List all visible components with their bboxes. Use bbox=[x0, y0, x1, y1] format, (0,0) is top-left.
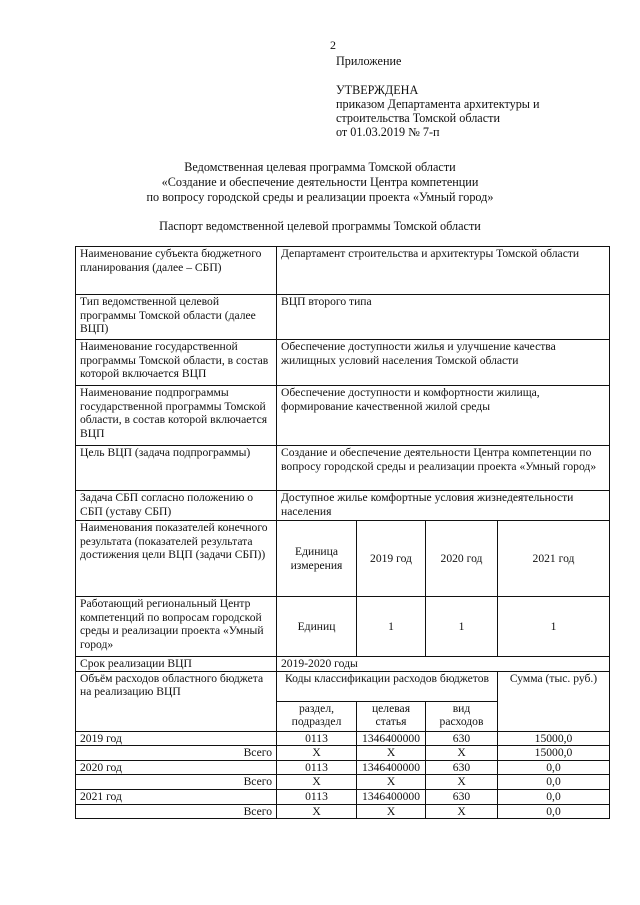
passport-table bbox=[75, 246, 610, 819]
budget-total-type: X bbox=[426, 775, 498, 790]
program-title-line-2: «Создание и обеспечение деятельности Центра компетенции bbox=[161, 175, 479, 189]
budget-total-section: X bbox=[277, 746, 357, 761]
indicator-value-2020: 1 bbox=[426, 597, 498, 657]
budget-total-type: X bbox=[426, 804, 498, 819]
table-row bbox=[76, 491, 610, 521]
budget-total-sum: 15000,0 bbox=[498, 746, 610, 761]
budget-total-label: Всего bbox=[76, 775, 277, 790]
budget-section: 0113 bbox=[277, 789, 357, 804]
row-value: Обеспечение доступности жилья и улучшение качества жилищных условий населения Томской области bbox=[277, 340, 610, 386]
budget-total-sum: 0,0 bbox=[498, 804, 610, 819]
year-header-2020: 2020 год bbox=[426, 521, 498, 597]
budget-year: 2019 год bbox=[76, 731, 277, 746]
col-section-header: раздел, подраздел bbox=[277, 701, 357, 731]
budget-total-article: X bbox=[357, 775, 426, 790]
order-line-3: от 01.03.2019 № 7-п bbox=[336, 125, 440, 139]
table-row bbox=[76, 446, 610, 491]
year-header-2021: 2021 год bbox=[498, 521, 610, 597]
indicator-value-2021: 1 bbox=[498, 597, 610, 657]
budget-total-label: Всего bbox=[76, 746, 277, 761]
budget-article: 1346400000 bbox=[357, 789, 426, 804]
row-label: Наименование субъекта бюджетного планирования (далее – СБП) bbox=[76, 247, 277, 295]
budget-section: 0113 bbox=[277, 760, 357, 775]
sum-header: Сумма (тыс. руб.) bbox=[498, 671, 610, 731]
budget-type: 630 bbox=[426, 760, 498, 775]
row-value: Обеспечение доступности и комфортности жилища, формирование качественной жилой среды bbox=[277, 386, 610, 446]
budget-year: 2020 год bbox=[76, 760, 277, 775]
indicator-item-label: Работающий региональный Центр компетенций по вопросам городской среды и реализации проекта «Умный город» bbox=[76, 597, 277, 657]
budget-header-row bbox=[76, 671, 610, 701]
table-row bbox=[76, 295, 610, 340]
indicators-label: Наименования показателей конечного результата (показателей результата достижения цели ВЦП (задачи СБП)) bbox=[76, 521, 277, 597]
budget-total-section: X bbox=[277, 775, 357, 790]
indicator-value-2019: 1 bbox=[357, 597, 426, 657]
budget-total-row bbox=[76, 746, 610, 761]
col-article-header: целевая статья bbox=[357, 701, 426, 731]
row-label: Цель ВЦП (задача подпрограммы) bbox=[76, 446, 277, 491]
row-value: Доступное жилье комфортные условия жизнедеятельности населения bbox=[277, 491, 610, 521]
budget-type: 630 bbox=[426, 731, 498, 746]
passport-title: Паспорт ведомственной целевой программы Томской области bbox=[159, 219, 481, 233]
approved-label: УТВЕРЖДЕНА bbox=[336, 83, 419, 97]
row-label: Наименование подпрограммы государственной программы Томской области, в состав которой включается ВЦП bbox=[76, 386, 277, 446]
budget-sum: 0,0 bbox=[498, 760, 610, 775]
table-row bbox=[76, 386, 610, 446]
program-title-line-3: по вопросу городской среды и реализации проекта «Умный город» bbox=[146, 190, 494, 204]
budget-year: 2021 год bbox=[76, 789, 277, 804]
order-line-2: строительства Томской области bbox=[336, 111, 500, 125]
budget-sum: 15000,0 bbox=[498, 731, 610, 746]
row-value: Создание и обеспечение деятельности Центра компетенции по вопросу городской среды и реализации проекта «Умный город» bbox=[277, 446, 610, 491]
budget-year-row bbox=[76, 789, 610, 804]
budget-type: 630 bbox=[426, 789, 498, 804]
term-row bbox=[76, 657, 610, 672]
budget-total-sum: 0,0 bbox=[498, 775, 610, 790]
budget-total-row bbox=[76, 775, 610, 790]
term-value: 2019-2020 годы bbox=[277, 657, 610, 672]
appendix-label: Приложение bbox=[336, 54, 402, 68]
row-value: ВЦП второго типа bbox=[277, 295, 610, 340]
year-header-2019: 2019 год bbox=[357, 521, 426, 597]
col-type-header: вид расходов bbox=[426, 701, 498, 731]
budget-total-section: X bbox=[277, 804, 357, 819]
budget-article: 1346400000 bbox=[357, 731, 426, 746]
indicator-item-row bbox=[76, 597, 610, 657]
budget-total-row bbox=[76, 804, 610, 819]
budget-total-label: Всего bbox=[76, 804, 277, 819]
page-number: 2 bbox=[330, 38, 336, 52]
budget-total-article: X bbox=[357, 746, 426, 761]
budget-article: 1346400000 bbox=[357, 760, 426, 775]
unit-header: Единица измерения bbox=[277, 521, 357, 597]
indicators-header-row bbox=[76, 521, 610, 597]
row-label: Наименование государственной программы Томской области, в состав которой включается ВЦП bbox=[76, 340, 277, 386]
budget-sum: 0,0 bbox=[498, 789, 610, 804]
budget-total-article: X bbox=[357, 804, 426, 819]
program-title-line-1: Ведомственная целевая программа Томской области bbox=[184, 160, 456, 174]
budget-total-type: X bbox=[426, 746, 498, 761]
codes-header: Коды классификации расходов бюджетов bbox=[277, 671, 498, 701]
row-label: Задача СБП согласно положению о СБП (уставу СБП) bbox=[76, 491, 277, 521]
order-line-1: приказом Департамента архитектуры и bbox=[336, 97, 540, 111]
budget-section: 0113 bbox=[277, 731, 357, 746]
budget-label: Объём расходов областного бюджета на реализацию ВЦП bbox=[76, 671, 277, 731]
indicator-unit: Единиц bbox=[277, 597, 357, 657]
table-row bbox=[76, 247, 610, 295]
row-value: Департамент строительства и архитектуры Томской области bbox=[277, 247, 610, 295]
row-label: Тип ведомственной целевой программы Томской области (далее ВЦП) bbox=[76, 295, 277, 340]
budget-year-row bbox=[76, 731, 610, 746]
table-row bbox=[76, 340, 610, 386]
budget-year-row bbox=[76, 760, 610, 775]
term-label: Срок реализации ВЦП bbox=[76, 657, 277, 672]
